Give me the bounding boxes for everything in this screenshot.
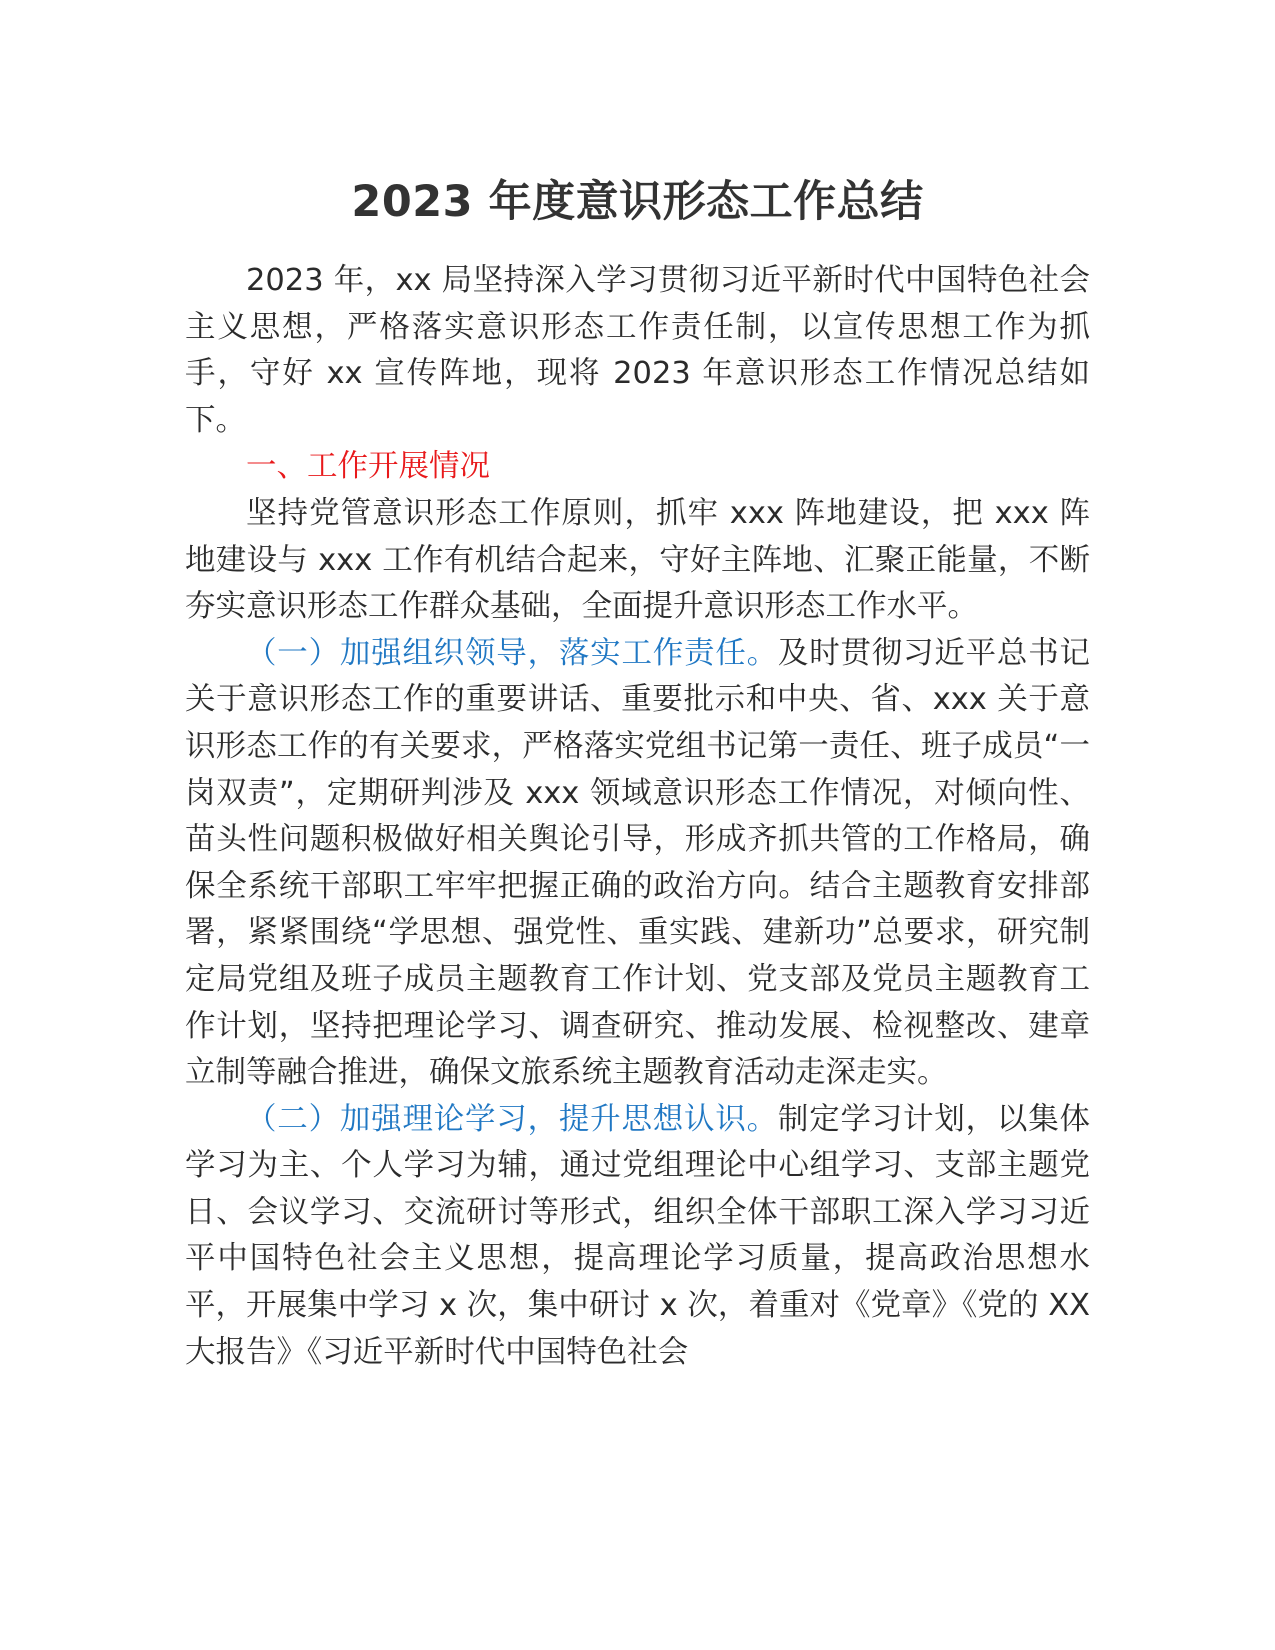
- item-paragraph-organization: [185, 631, 1090, 1097]
- section-heading-work-status: 一、工作开展情况: [246, 449, 490, 485]
- item-heading-theory-study: （二）加强理论学习，提升思想认识。: [246, 1101, 778, 1137]
- item-paragraph-theory-study: [185, 1097, 1090, 1377]
- document-title: 2023 年度意识形态工作总结: [351, 177, 924, 227]
- intro-paragraph: 2023 年，xx 局坚持深入学习贯彻习近平新时代中国特色社会主义思想，严格落实意识形态工作责任制，以宣传思想工作为抓手，守好 xx 宣传阵地，现将 2023 年意识形态工作情况总结如下。: [185, 263, 1090, 438]
- document-body: [185, 168, 1090, 1376]
- item-body-theory-study: 制定学习计划，以集体学习为主、个人学习为辅，通过党组理论中心组学习、支部主题党日、会议学习、交流研讨等形式，组织全体干部职工深入学习习近平中国特色社会主义思想，提高理论学习质量，提高政治思想水平，开展集中学习 x 次，集中研讨 x 次，着重对《党章》《党的 XX 大报告》《习近平新时代中国特色社会: [185, 1101, 1091, 1370]
- section-lead-paragraph: 坚持党管意识形态工作原则，抓牢 xxx 阵地建设，把 xxx 阵地建设与 xxx 工作有机结合起来，守好主阵地、汇聚正能量，不断夯实意识形态工作群众基础，全面提升意识形态工作水平。: [185, 495, 1090, 625]
- item-body-organization: 及时贯彻习近平总书记关于意识形态工作的重要讲话、重要批示和中央、省、xxx 关于意识形态工作的有关要求，严格落实党组书记第一责任、班子成员“一岗双责”，定期研判涉及 xxx 领域意识形态工作情况，对倾向性、苗头性问题积极做好相关舆论引导，形成齐抓共管的工作格局，确保全系统干部职工牢牢把握正确的政治方向。结合主题教育安排部署，紧紧围绕“学思想、强党性、重实践、建新功”总要求，研究制定局党组及班子成员主题教育工作计划、党支部及党员主题教育工作计划，坚持把理论学习、调查研究、推动发展、检视整改、建章立制等融合推进，确保文旅系统主题教育活动走深走实。: [185, 635, 1091, 1091]
- item-heading-organization: （一）加强组织领导，落实工作责任。: [246, 635, 778, 671]
